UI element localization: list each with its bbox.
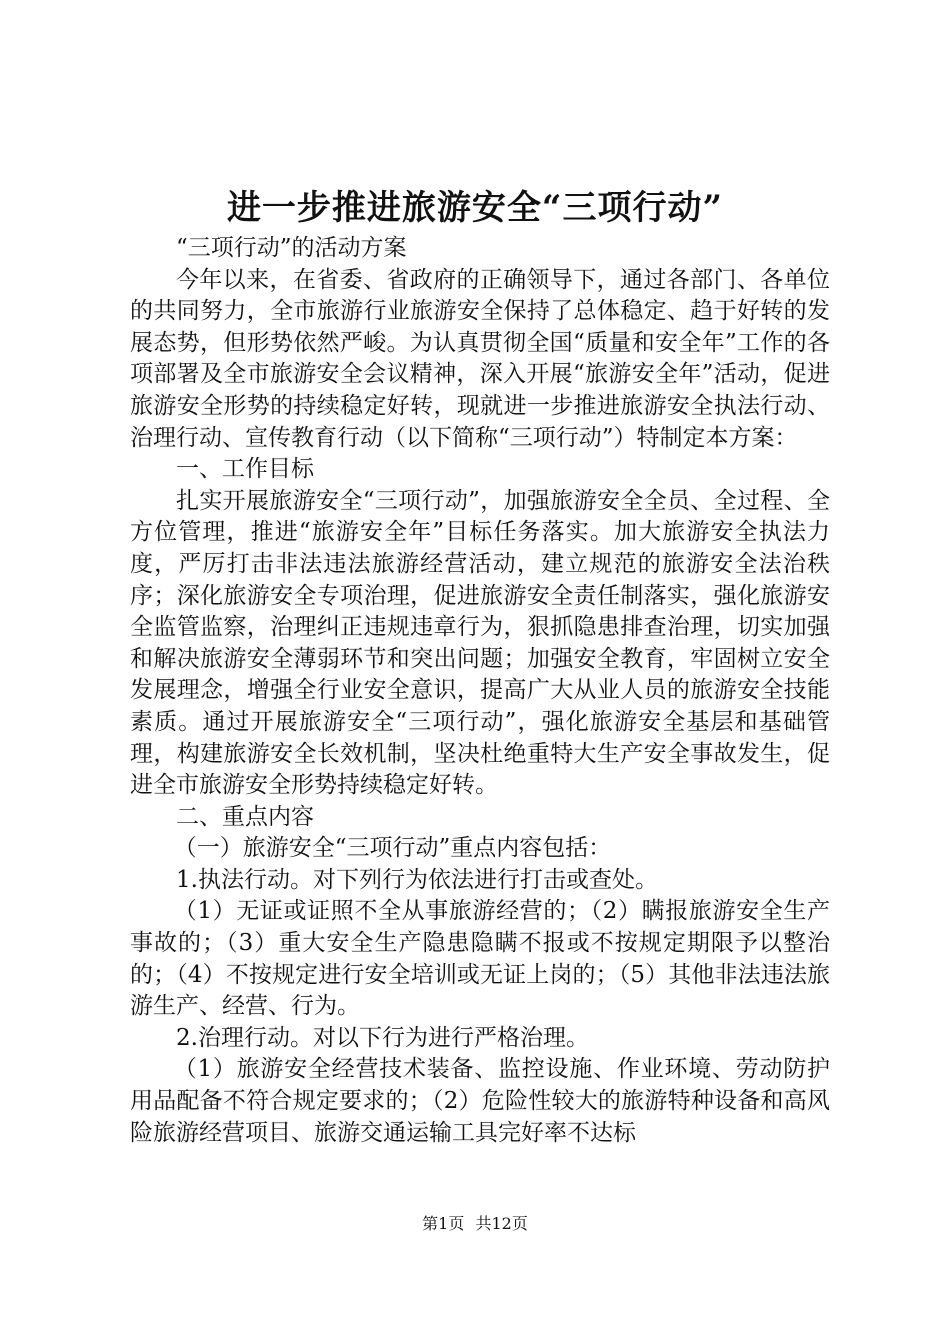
page-total: 共12页	[475, 1214, 528, 1233]
paragraph-goals: 扎实开展旅游安全“三项行动”，加强旅游安全全员、全过程、全方位管理，推进“旅游安全年”目标任务落实。加大旅游安全执法力度，严厉打击非法违法旅游经营活动，建立规范的旅游安全法治秩序；深化旅游安全专项治理，促进旅游安全责任制落实，强化旅游安全监管监察，治理纠正违规违章行为，狠抓隐患排查治理，切实加强和解决旅游安全薄弱环节和突出问题；加强安全教育，牢固树立安全发展理念，增强全行业安全意识，提高广大从业人员的旅游安全技能素质。通过开展旅游安全“三项行动”，强化旅游安全基层和基础管理，构建旅游安全长效机制，坚决杜绝重特大生产安全事故发生，促进全市旅游安全形势持续稳定好转。	[130, 487, 830, 799]
paragraph-enforcement-items: （1）无证或证照不全从事旅游经营的；（2）瞒报旅游安全生产事故的；（3）重大安全生产隐患隐瞒不报或不按规定期限予以整治的；（4）不按规定进行安全培训或无证上岗的；（5）其他非法违法旅游生产、经营、行为。	[130, 898, 830, 1020]
paragraph-governance-items: （1）旅游安全经营技术装备、监控设施、作业环境、劳动防护用品配备不符合规定要求的；（2）危险性较大的旅游特种设备和高风险旅游经营项目、旅游交通运输工具完好率不达标	[130, 1056, 830, 1146]
section-heading-goals: 一、工作目标	[176, 456, 314, 483]
document-title: 进一步推进旅游安全“三项行动”	[226, 188, 724, 228]
section-heading-key-content: 二、重点内容	[176, 803, 314, 830]
paragraph-governance-action: 2.治理行动。对以下行为进行严格治理。	[176, 1024, 589, 1051]
document-body	[130, 233, 830, 1149]
page-number: 第1页	[422, 1214, 465, 1233]
paragraph-intro: 今年以来，在省委、省政府的正确领导下，通过各部门、各单位的共同努力，全市旅游行业旅游安全保持了总体稳定、趋于好转的发展态势，但形势依然严峻。为认真贯彻全国“质量和安全年”工作的各项部署及全市旅游安全会议精神，深入开展“旅游安全年”活动，促进旅游安全形势的持续稳定好转，现就进一步推进旅游安全执法行动、治理行动、宣传教育行动（以下简称“三项行动”）特制定本方案：	[130, 266, 830, 451]
paragraph-subtitle: “三项行动”的活动方案	[176, 235, 407, 261]
page-footer	[0, 1214, 950, 1234]
paragraph-enforcement-action: 1.执法行动。对下列行为依法进行打击或查处。	[176, 866, 658, 893]
paragraph-key-content-intro: （一）旅游安全“三项行动”重点内容包括：	[173, 835, 612, 862]
